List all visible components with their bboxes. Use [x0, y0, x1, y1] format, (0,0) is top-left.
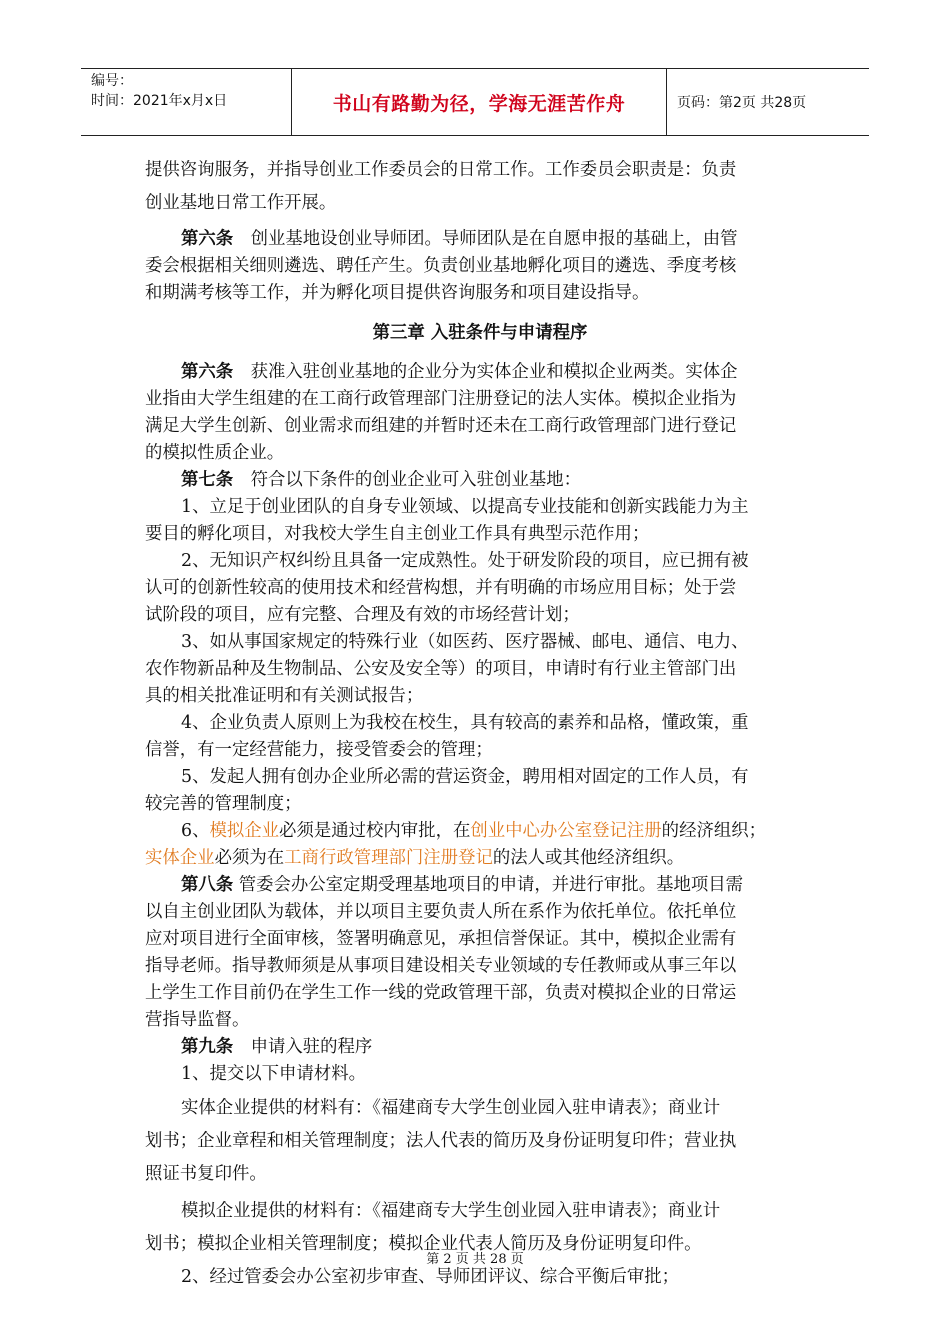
clause-line: 3、如从事国家规定的特殊行业（如医药、医疗器械、邮电、通信、电力、: [181, 632, 749, 652]
article-line: 上学生工作目前仍在学生工作一线的党政管理干部，负责对模拟企业的日常运: [145, 983, 737, 1003]
highlight-text: 工商行政管理部门注册登记: [284, 848, 493, 868]
clause-line: 1、立足于创业团队的自身专业领域、以提高专业技能和创新实践能力为主: [181, 497, 749, 517]
article-line: 以自主创业团队为载体，并以项目主要负责人所在系作为依托单位。依托单位: [145, 902, 737, 922]
page-header: [81, 68, 869, 136]
article-line: [145, 872, 815, 899]
clause-line: 照证书复印件。: [145, 1164, 267, 1184]
page-footer: 第 2 页 共 28 页: [426, 1252, 524, 1267]
clause-line: 4、企业负责人原则上为我校在校生，具有较高的素养和品格，懂政策，重: [181, 713, 749, 733]
highlight-text: 实体企业: [145, 848, 215, 868]
document-body: [145, 154, 815, 1294]
body-line: 提供咨询服务，并指导创业工作委员会的日常工作。工作委员会职责是：负责: [145, 160, 737, 180]
article-text: 管委会办公室定期受理基地项目的申请，并进行审批。基地项目需: [233, 875, 744, 895]
article-line: 业指由大学生组建的在工商行政管理部门注册登记的法人实体。模拟企业指为: [145, 389, 737, 409]
header-motto: 书山有路勤为径，学海无涯苦作舟: [292, 69, 667, 135]
article-line: 和期满考核等工作，并为孵化项目提供咨询服务和项目建设指导。: [145, 283, 650, 303]
article-line: 营指导监督。: [145, 1010, 250, 1030]
body-line: 创业基地日常工作开展。: [145, 193, 337, 213]
clause-line: 要目的孵化项目，对我校大学生自主创业工作具有典型示范作用；: [145, 524, 650, 544]
clause-line: 2、无知识产权纠纷且具备一定成熟性。处于研发阶段的项目，应已拥有被: [181, 551, 749, 571]
article-7: [145, 467, 815, 872]
clause-line: 较完善的管理制度；: [145, 794, 302, 814]
clause-line: 1、提交以下申请材料。: [181, 1064, 366, 1084]
clause-line: 认可的创新性较高的使用技术和经营构想，并有明确的市场应用目标；处于尝: [145, 578, 737, 598]
article-title: 第八条: [181, 875, 234, 895]
article-title: 第六条: [181, 229, 234, 249]
clause-text: 的经济组织；: [661, 821, 767, 841]
clause-line: 实体企业提供的材料有：《福建商专大学生创业园入驻申请表》；商业计: [181, 1098, 721, 1118]
article-line: 满足大学生创新、创业需求而组建的并暂时还未在工商行政管理部门进行登记: [145, 416, 737, 436]
article-text: 申请入驻的程序: [233, 1037, 373, 1057]
article-line: [145, 359, 815, 386]
clause-line: 模拟企业提供的材料有：《福建商专大学生创业园入驻申请表》；商业计: [181, 1201, 721, 1221]
article-text: 符合以下条件的创业企业可入驻创业基地：: [233, 470, 582, 490]
clause-line: 划书；模拟企业相关管理制度；模拟企业代表人简历及身份证明复印件。: [145, 1234, 702, 1254]
article-line: [145, 226, 815, 253]
highlight-text: 创业中心办公室登记注册: [470, 821, 662, 841]
article-text: 获准入驻创业基地的企业分为实体企业和模拟企业两类。实体企: [233, 362, 738, 382]
article-line: 指导老师。指导教师须是从事项目建设相关专业领域的专任教师或从事三年以: [145, 956, 737, 976]
header-page-number: 页码：第2页 共28页: [677, 95, 807, 111]
clause-line: 划书；企业章程和相关管理制度；法人代表的简历及身份证明复印件；营业执: [145, 1131, 737, 1151]
article-line: [145, 1034, 815, 1061]
clause-text: 必须是通过校内审批，在: [279, 821, 471, 841]
article-text: 创业基地设创业导师团。导师团队是在自愿申报的基础上，由管: [233, 229, 738, 249]
clause-text: 必须为在: [214, 848, 285, 868]
article-line: 应对项目进行全面审核，签署明确意见，承担信誉保证。其中，模拟企业需有: [145, 929, 737, 949]
header-number: 编号：: [91, 73, 133, 89]
clause-line: 信誉，有一定经营能力，接受管委会的管理；: [145, 740, 493, 760]
clause-line: 具的相关批准证明和有关测试报告；: [145, 686, 424, 706]
chapter-heading: 第三章 入驻条件与申请程序: [372, 323, 588, 343]
article-title: 第六条: [181, 362, 234, 382]
header-date: 时间：2021年x月x日: [91, 93, 228, 109]
clause-line: 5、发起人拥有创办企业所必需的营运资金，聘用相对固定的工作人员，有: [181, 767, 749, 787]
article-line: 的模拟性质企业。: [145, 443, 285, 463]
clause-line: [145, 845, 815, 872]
header-meta: [81, 69, 292, 135]
clause-text: 6、: [181, 821, 210, 841]
clause-line: 农作物新品种及生物制品、公安及安全等）的项目，申请时有行业主管部门出: [145, 659, 737, 679]
article-title: 第九条: [181, 1037, 234, 1057]
article-6-a: [145, 226, 815, 307]
clause-line: 2、经过管委会办公室初步审查、导师团评议、综合平衡后审批；: [181, 1267, 680, 1287]
clause-line: 试阶段的项目，应有完整、合理及有效的市场经营计划；: [145, 605, 580, 625]
clause-text: 的法人或其他经济组织。: [492, 848, 685, 868]
article-line: 委会根据相关细则遴选、聘任产生。负责创业基地孵化项目的遴选、季度考核: [145, 256, 737, 276]
article-8: [145, 872, 815, 1034]
article-line: [145, 467, 815, 494]
highlight-text: 模拟企业: [209, 821, 280, 841]
article-6-b: [145, 359, 815, 467]
article-title: 第七条: [181, 470, 234, 490]
clause-line: [145, 818, 815, 845]
